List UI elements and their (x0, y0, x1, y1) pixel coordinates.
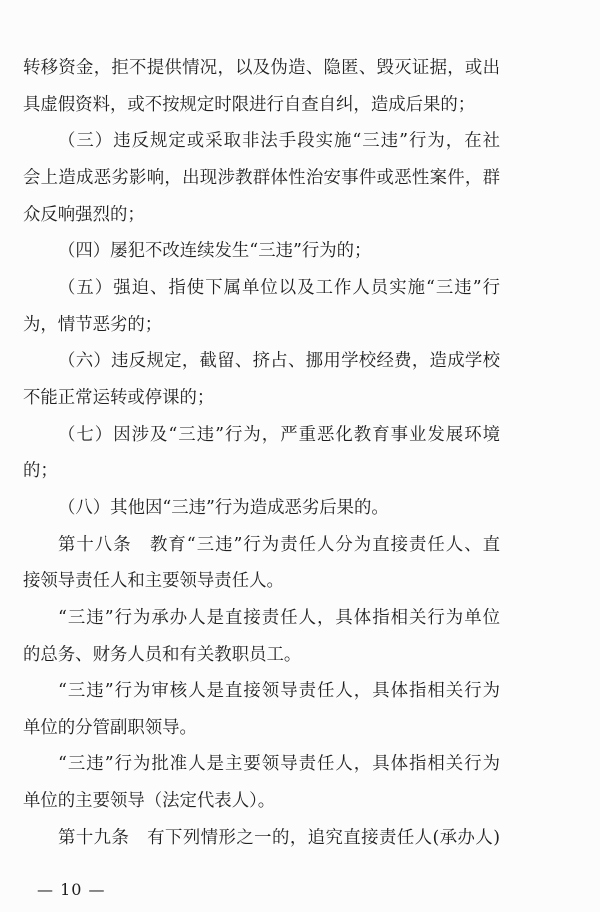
text-line: 的总务、财务人员和有关教职员工。 (23, 644, 302, 665)
document-body (23, 50, 500, 856)
paragraph (23, 600, 500, 673)
paragraph (23, 123, 500, 233)
page-number: — 10 — (37, 880, 106, 899)
paragraph (23, 343, 500, 416)
text-line: “三违”行为批准人是主要领导责任人，具体指相关行为 (58, 754, 500, 775)
paragraph (23, 490, 500, 527)
text-line: （三）违反规定或采取非法手段实施“三违”行为，在社 (58, 131, 500, 152)
text-line: 的； (23, 461, 58, 482)
text-line: （八）其他因“三违”行为造成恶劣后果的。 (58, 497, 389, 518)
text-line: 为，情节恶劣的； (23, 314, 163, 335)
text-line: （六）违反规定，截留、挤占、挪用学校经费，造成学校 (58, 351, 500, 372)
paragraph (23, 417, 500, 490)
text-line: 转移资金，拒不提供情况，以及伪造、隐匿、毁灭证据，或出 (23, 58, 500, 78)
paragraph (23, 527, 500, 600)
text-line: “三违”行为审核人是直接领导责任人，具体指相关行为 (58, 681, 500, 702)
text-line: 第十八条 教育“三违”行为责任人分为直接责任人、直 (58, 534, 500, 555)
text-line: 不能正常运转或停课的； (23, 387, 215, 408)
text-line: （五）强迫、指使下属单位以及工作人员实施“三违”行 (58, 277, 500, 298)
paragraph (23, 233, 500, 270)
text-line: 会上造成恶劣影响，出现涉教群体性治安事件或恶性案件，群 (23, 167, 500, 188)
paragraph (23, 673, 500, 746)
text-line: （四）屡犯不改连续发生“三违”行为的； (58, 241, 372, 262)
text-line: 具虚假资料，或不按规定时限进行自查自纠，造成后果的； (23, 94, 476, 115)
text-line: 单位的主要领导（法定代表人）。 (23, 791, 276, 812)
paragraph (23, 820, 500, 857)
paragraph (23, 746, 500, 819)
text-line: 接领导责任人和主要领导责任人。 (23, 571, 284, 592)
text-line: 单位的分管副职领导。 (23, 717, 197, 738)
paragraph (23, 270, 500, 343)
text-line: 众反响强烈的； (23, 204, 145, 225)
text-line: （七）因涉及“三违”行为，严重恶化教育事业发展环境 (58, 424, 500, 445)
text-line: 第十九条 有下列情形之一的，追究直接责任人(承办人) (58, 827, 500, 848)
paragraph (23, 50, 500, 123)
text-line: “三违”行为承办人是直接责任人，具体指相关行为单位 (58, 607, 500, 628)
